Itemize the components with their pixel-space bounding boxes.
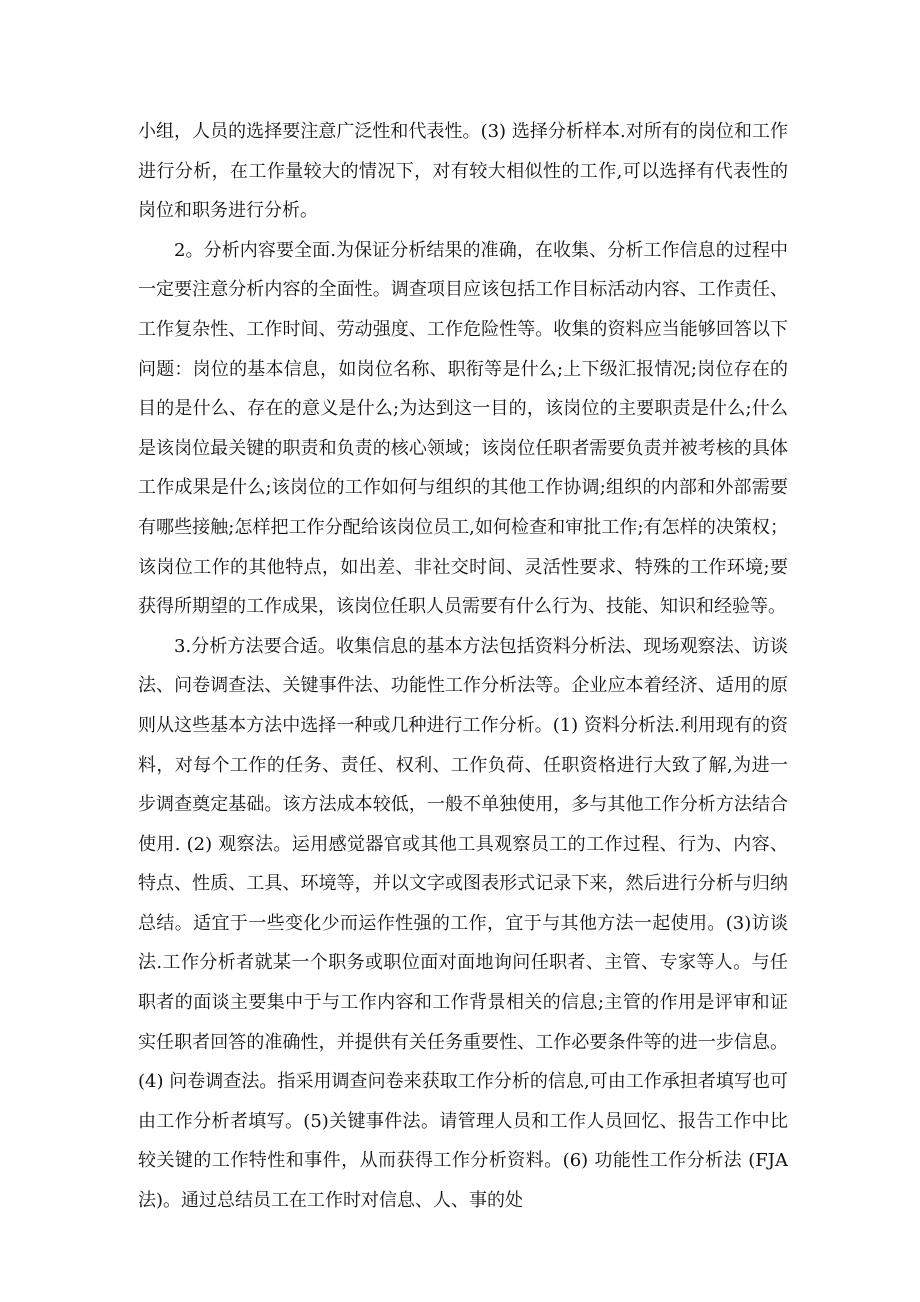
paragraph-3: 3.分析方法要合适。收集信息的基本方法包括资料分析法、现场观察法、访谈法、问卷调查法、关键事件法、功能性工作分析法等。企业应本着经济、适用的原则从这些基本方法中选择一种或几种进行工作分析。(1) 资料分析法.利用现有的资料，对每个工作的任务、责任、权利、工作负荷、任职资格进行大致了解,为进一步调查奠定基础。该方法成本较低，一般不单独使用，多与其他工作分析方法结合使用. (2) 观察法。运用感觉器官或其他工具观察员工的工作过程、行为、内容、特点、性质、工具、环境等，并以文字或图表形式记录下来，然后进行分析与归纳总结。适宜于一些变化少而运作性强的工作，宜于与其他方法一起使用。(3)访谈法.工作分析者就某一个职务或职位面对面地询问任职者、主管、专家等人。与任职者的面谈主要集中于与工作内容和工作背景相关的信息;主管的作用是评审和证实任职者回答的准确性，并提供有关任务重要性、工作必要条件等的进一步信息。(4) 问卷调查法。指采用调查问卷来获取工作分析的信息,可由工作承担者填写也可由工作分析者填写。(5)关键事件法。请管理人员和工作人员回忆、报告工作中比较关键的工作特性和事件，从而获得工作分析资料。(6) 功能性工作分析法 (FJA 法)。通过总结员工在工作时对信息、人、事的处 [138,635,788,1212]
document-body [138,112,788,1221]
paragraph-1: 小组，人员的选择要注意广泛性和代表性。(3) 选择分析样本.对所有的岗位和工作进行分析，在工作量较大的情况下，对有较大相似性的工作,可以选择有代表性的岗位和职务进行分析。 [138,121,788,222]
paragraph-2: 2。分析内容要全面.为保证分析结果的准确，在收集、分析工作信息的过程中一定要注意分析内容的全面性。调查项目应该包括工作目标活动内容、工作责任、工作复杂性、工作时间、劳动强度、工作危险性等。收集的资料应当能够回答以下问题：岗位的基本信息，如岗位名称、职衔等是什么;上下级汇报情况;岗位存在的目的是什么、存在的意义是什么;为达到这一目的，该岗位的主要职责是什么;什么是该岗位最关键的职责和负责的核心领域；该岗位任职者需要负责并被考核的具体工作成果是什么;该岗位的工作如何与组织的其他工作协调;组织的内部和外部需要有哪些接触;怎样把工作分配给该岗位员工,如何检查和审批工作;有怎样的决策权；该岗位工作的其他特点，如出差、非社交时间、灵活性要求、特殊的工作环境;要获得所期望的工作成果，该岗位任职人员需要有什么行为、技能、知识和经验等。 [138,239,788,618]
